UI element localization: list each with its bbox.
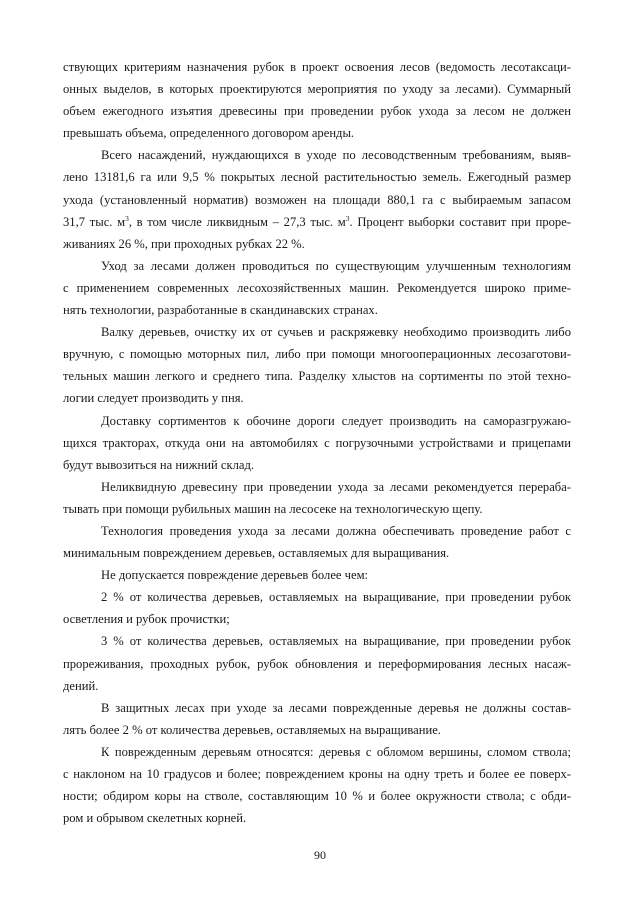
text-line: Не допускается повреждение деревьев более чем:	[101, 568, 369, 583]
text-line: 31,7 тыс. $м^3$, в том числе ликвидным – 27,3 тыс. $м^3$. Процент выборки составит при проре-	[63, 213, 571, 229]
text-line: с применением современных лесохозяйственных машин. Рекомендуется широко приме-	[63, 280, 571, 295]
text-line: логии следует производить у пня.	[63, 391, 244, 406]
text-line: Технология проведения ухода за лесами должна обеспечивать проведение работ с	[101, 523, 571, 538]
text-line: будут вывозиться на нижний склад.	[63, 457, 255, 472]
paragraph	[63, 520, 571, 564]
text-line: тывать при помощи рубильных машин на лесосеке на технологическую щепу.	[63, 501, 483, 516]
paragraph	[63, 255, 571, 321]
page-number: 90	[314, 848, 326, 862]
paragraph	[63, 144, 571, 254]
paragraph	[63, 630, 571, 696]
paragraph	[63, 476, 571, 520]
paragraph	[63, 697, 571, 741]
text-line: Неликвидную древесину при проведении ухода за лесами рекомендуется перераба-	[101, 479, 571, 494]
text-line: 3 % от количества деревьев, оставляемых на выращивание, при проведении рубок	[101, 634, 571, 649]
text-line: К поврежденным деревьям относятся: деревья с обломом вершины, сломом ствола;	[101, 744, 571, 759]
text-line: Валку деревьев, очистку их от сучьев и раскряжевку необходимо производить либо	[101, 325, 571, 340]
text-line: живаниях 26 %, при проходных рубках 22 %.	[63, 236, 305, 251]
text-line: Уход за лесами должен проводиться по существующим улучшенным технологиям	[101, 258, 571, 273]
paragraph	[63, 564, 571, 586]
text-line: вручную, с помощью моторных пил, либо при помощи многооперационных лесозаготови-	[63, 347, 571, 362]
text-line: ствующих критериям назначения рубок в проект освоения лесов (ведомость лесотаксаци-	[63, 60, 571, 74]
text-line: лять более 2 % от количества деревьев, оставляемых на выращивание.	[63, 722, 441, 737]
text-line: щихся тракторах, откуда они на автомобилях с погрузочными устройствами и прицепами	[63, 435, 571, 450]
text-line: тельных машин легкого и среднего типа. Разделку хлыстов на сортименты по этой техно-	[63, 369, 571, 384]
text-line: нять технологии, разработанные в скандинавских странах.	[63, 303, 378, 318]
text-line: с наклоном на 10 градусов и более; повреждением кроны на одну треть и более ее поверх-	[63, 767, 571, 781]
text-line: осветления и рубок прочистки;	[63, 612, 230, 627]
text-line: В защитных лесах при уходе за лесами поврежденные деревья не должны состав-	[101, 700, 571, 715]
text-line: превышать объема, определенного договором аренды.	[63, 126, 355, 141]
text-line: 2 % от количества деревьев, оставляемых на выращивание, при проведении рубок	[101, 590, 571, 605]
paragraph	[63, 741, 571, 829]
text-line: ром и обрывом скелетных корней.	[63, 811, 247, 826]
text-line: дений.	[63, 678, 99, 693]
text-line: ности; обдиром коры на стволе, составляющим 10 % и более окружности ствола; с обди-	[63, 789, 571, 804]
text-line: Доставку сортиментов к обочине дороги следует производить на саморазгружаю-	[101, 413, 571, 428]
text-line: ухода (установленный норматив) возможен на площади 880,1 га с выбираемым запасом	[63, 192, 571, 207]
body-text	[63, 56, 571, 829]
paragraph	[63, 410, 571, 476]
text-line: объем ежегодного изъятия древесины при проведении рубок ухода за лесом не должен	[63, 104, 571, 119]
paragraph	[63, 56, 571, 144]
text-line: Всего насаждений, нуждающихся в уходе по лесоводственным требованиям, выяв-	[101, 148, 571, 163]
text-line: прореживания, проходных рубок, рубок обновления и переформирования лесных насаж-	[63, 656, 571, 671]
paragraph	[63, 586, 571, 630]
paragraph	[63, 321, 571, 409]
text-line: лено 13181,6 га или 9,5 % покрытых лесной растительностью земель. Ежегодный размер	[63, 170, 571, 185]
text-line: минимальным повреждением деревьев, оставляемых для выращивания.	[63, 546, 450, 561]
text-line: онных выделов, в которых проектируются мероприятия по уходу за лесами). Суммарный	[63, 82, 571, 97]
